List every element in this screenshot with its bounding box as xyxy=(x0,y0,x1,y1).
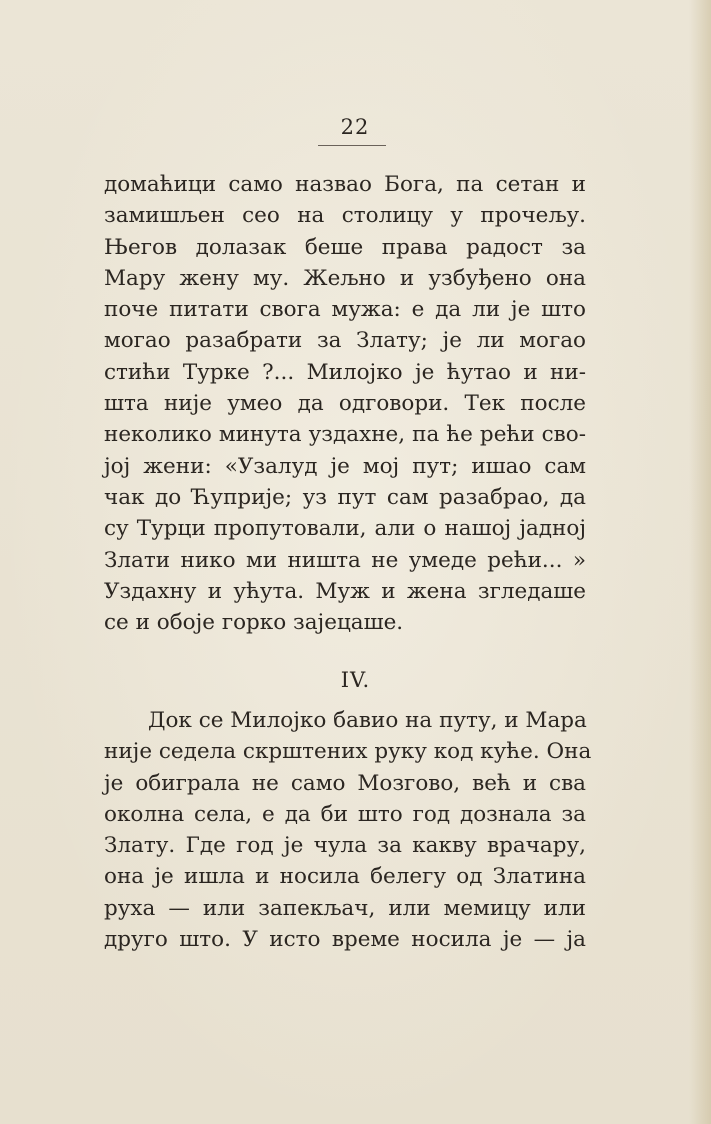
text-line: неколико минута уздахне, па ће рећи сво- xyxy=(104,422,586,448)
text-line: она је ишла и носила белегу од Златина xyxy=(104,864,586,890)
text-line: су Турци пропутовали, али о нашој јадној xyxy=(104,516,586,542)
page-edge-stain xyxy=(689,0,711,1124)
text-line: друго што. У исто време носила је — ја xyxy=(104,927,586,953)
page-number-rule xyxy=(318,145,386,146)
paragraph-continued xyxy=(104,169,586,638)
text-line: није седела скрштених руку код куће. Она xyxy=(104,739,592,765)
text-line: замишљен сео на столицу у прочељу. xyxy=(104,203,586,229)
text-line: Његов долазак беше права радост за xyxy=(104,234,586,260)
text-line: руха — или запекљач, или мемицу или xyxy=(104,895,586,921)
text-line: Злату. Где год је чула за какву врачару, xyxy=(104,833,586,859)
text-line: околна села, е да би што год дознала за xyxy=(104,801,586,827)
text-line: се и обоје горко зајецаше. xyxy=(104,610,404,636)
text-line: шта није умео да одговори. Тек после xyxy=(104,391,586,417)
text-line: је обиграла не само Мозгово, већ и сва xyxy=(104,770,586,796)
text-line: јој жени: «Узалуд је мој пут; ишао сам xyxy=(104,453,586,479)
page-number: 22 xyxy=(340,115,370,139)
text-line: чак до Ћуприје; уз пут сам разабрао, да xyxy=(104,484,586,510)
text-line: Мару жену му. Жељно и узбуђено она xyxy=(104,265,586,291)
text-line: домаћици само назвао Бога, па сетан и xyxy=(104,172,586,197)
text-line: стићи Турке ?... Милојко је ћутао и ни- xyxy=(104,359,586,385)
text-line: поче питати свога мужа: е да ли је што xyxy=(104,297,586,323)
text-line: Уздахну и ућута. Муж и жена згледаше xyxy=(104,578,586,604)
text-line: Док се Милојко бавио на путу, и Мара xyxy=(148,708,587,733)
text-line: могао разабрати за Злату; је ли могао xyxy=(104,328,586,354)
paragraph-section-iv xyxy=(104,705,592,955)
text-line: Злати нико ми ништа не умеде рећи... » xyxy=(104,547,586,573)
section-heading: IV. xyxy=(340,668,371,692)
